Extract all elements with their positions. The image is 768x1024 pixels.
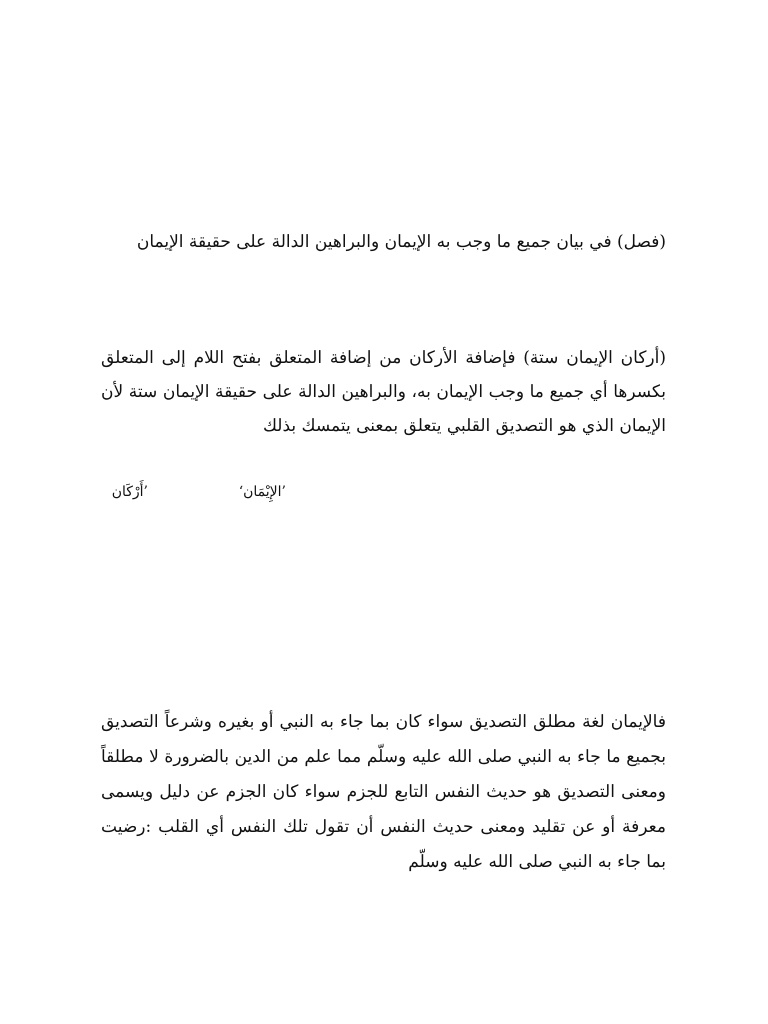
paragraph-pillars-of-faith: (أركان الإيمان ستة) فإضافة الأركان من إضافة المتعلق بفتح اللام إلى المتعلق بكسرها أي جميع ما وجب الإيمان به، والبراهين الدالة على حقيقة الإيمان ستة لأن الإيمان الذي هو التصديق القلبي يتعلق بمعنى يتمسك بذلك bbox=[101, 348, 666, 436]
paragraph-definition-of-faith: فالإيمان لغة مطلق التصديق سواء كان بما جاء به النبي أو بغيره وشرعاً التصديق بجميع ما جاء به النبي صلى الله عليه وسلّم مما علم من الدين بالضرورة لا مطلقاً ومعنى التصديق هو حديث النفس التابع للجزم سواء كان الجزم عن دليل ويسمى معرفة أو عن تقليد ومعنى حديث النفس أن تقول تلك النفس أي القلب :رضيت بما جاء به النبي صلى الله عليه وسلّم bbox=[101, 712, 666, 872]
term-iman: ’الإِيْمَان‘ bbox=[238, 484, 286, 500]
term-arkan: ’أَرْكَان bbox=[111, 484, 148, 500]
section-heading: (فصل) في بيان جميع ما وجب به الإيمان والبراهين الدالة على حقيقة الإيمان bbox=[136, 232, 666, 252]
vocabulary-terms bbox=[0, 484, 768, 508]
